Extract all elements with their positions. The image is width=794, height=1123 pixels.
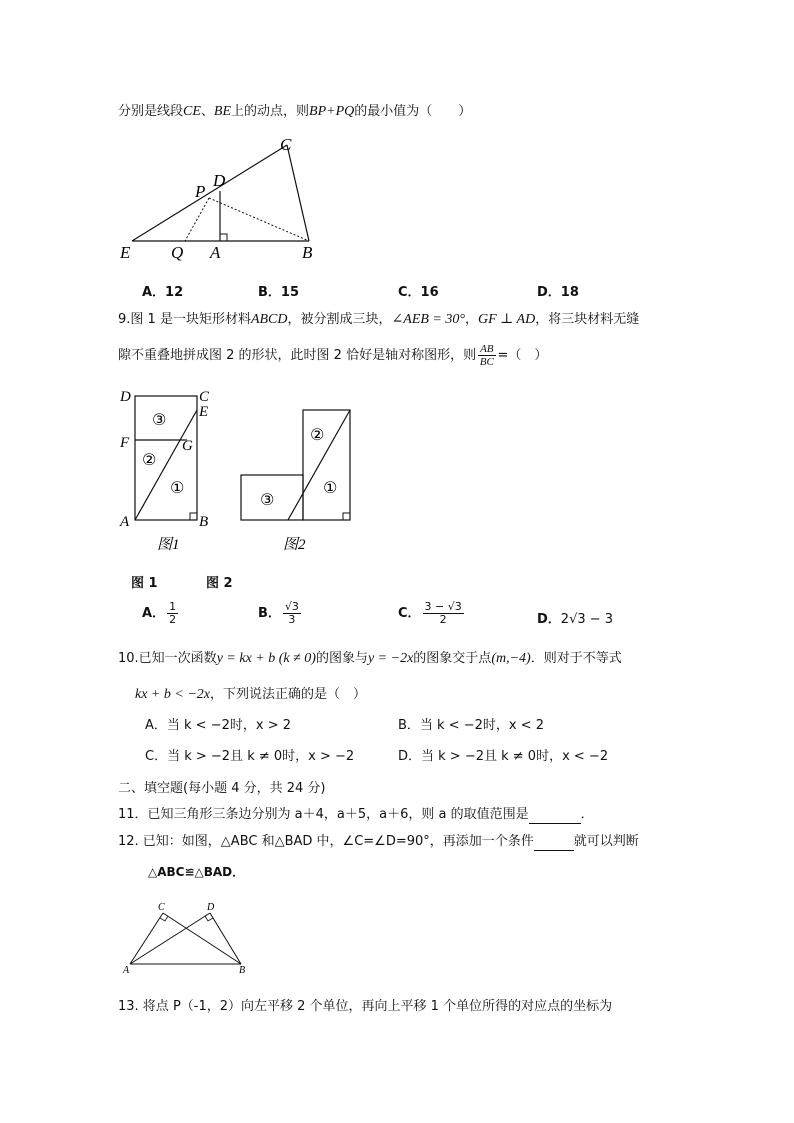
q9-caption-2: 图 2 bbox=[206, 576, 233, 591]
q9-option-c bbox=[398, 601, 466, 626]
q12-figure bbox=[118, 898, 263, 980]
q9-option-c-num: 3 − √3 bbox=[424, 600, 462, 613]
fig1-right-angle bbox=[190, 513, 197, 520]
label-q: Q bbox=[171, 243, 184, 262]
section-title: 二、填空题(每小题 4 分，共 24 分) bbox=[118, 781, 326, 796]
q9-text: =（ ） bbox=[497, 348, 548, 363]
q9-text: ， bbox=[464, 312, 478, 327]
q10-option-b: B．当 k < −2时，x < 2 bbox=[398, 718, 545, 733]
label-c: C bbox=[280, 135, 292, 154]
q10-text: 10.已知一次函数 bbox=[118, 651, 217, 666]
q12-line1 bbox=[118, 832, 639, 851]
right-angle-mark bbox=[220, 234, 227, 241]
fig1-piece-1: ① bbox=[170, 478, 185, 497]
q8-figure bbox=[110, 130, 340, 265]
q9-option-b-den: 3 bbox=[288, 613, 296, 626]
line-ec bbox=[132, 145, 287, 241]
fig1-label-f: F bbox=[120, 435, 130, 451]
q9-option-d-value: 2√3 − 3 bbox=[560, 612, 614, 627]
label-b: B bbox=[302, 243, 313, 262]
q8-option-a: A．12 bbox=[142, 285, 184, 300]
q8-segment-be: BE bbox=[213, 104, 232, 119]
q9-stem-line1 bbox=[118, 311, 639, 329]
q10-option-a: A．当 k < −2时，x > 2 bbox=[145, 718, 291, 733]
q10-point: (m,−4) bbox=[491, 651, 531, 666]
fig1-label-e: E bbox=[199, 404, 209, 420]
q11-answer-blank[interactable] bbox=[529, 805, 581, 824]
q9-text: ，将三块材料无缝 bbox=[535, 312, 640, 327]
label-b: B bbox=[239, 965, 246, 976]
label-a: A bbox=[210, 243, 221, 262]
q11-text: 11．已知三角形三条边分别为 a＋4，a＋5，a＋6，则 a 的取值范围是 bbox=[118, 807, 529, 822]
q10-text: 的图象交于点 bbox=[413, 651, 492, 666]
q9-option-b bbox=[258, 601, 303, 626]
fig1-label-g: G bbox=[182, 438, 193, 454]
q9-text: 9.图 1 是一块矩形材料 bbox=[118, 312, 251, 327]
q9-perpendicular: GF ⊥ AD bbox=[477, 312, 536, 327]
fig1-caption: 图1 bbox=[157, 537, 180, 553]
q10-option-d: D．当 k > −2且 k ≠ 0时，x < −2 bbox=[398, 749, 609, 764]
line-cb bbox=[287, 145, 309, 241]
label-p: P bbox=[195, 182, 206, 201]
label-d: D bbox=[207, 902, 215, 913]
q12-line2: △ABC≌△BAD． bbox=[148, 865, 245, 879]
q9-ratio-num: AB bbox=[480, 343, 494, 355]
q13-text: 13. 将点 P（-1，2）向左平移 2 个单位，再向上平移 1 个单位所得的对应点的坐标为 bbox=[118, 999, 613, 1014]
q9-rect-name: ABCD bbox=[250, 312, 288, 327]
q8-segment-ce: CE bbox=[183, 104, 201, 119]
q10-text: ，下列说法正确的是（ ） bbox=[209, 687, 366, 702]
q9-option-a-label: A． bbox=[142, 606, 166, 621]
line-db bbox=[210, 913, 241, 964]
label-a: A bbox=[123, 965, 130, 976]
q9-option-c-den: 2 bbox=[439, 613, 447, 626]
q11 bbox=[118, 805, 594, 824]
line-cb bbox=[163, 913, 241, 964]
q9-option-c-label: C． bbox=[398, 606, 421, 621]
q9-option-a bbox=[142, 601, 180, 626]
q9-angle: ∠AEB = 30° bbox=[391, 312, 465, 327]
q9-text: ，被分割成三块， bbox=[287, 312, 392, 327]
label-e: E bbox=[120, 243, 131, 262]
q8-stem-part: 分别是线段 bbox=[118, 104, 184, 119]
q9-option-b-frac bbox=[283, 601, 301, 626]
fig1-label-b: B bbox=[199, 514, 209, 530]
q10-stem-line2 bbox=[135, 686, 366, 704]
q10-text: ．则对于不等式 bbox=[530, 651, 622, 666]
label-d: D bbox=[213, 171, 226, 190]
q8-separator: 、 bbox=[200, 104, 214, 119]
q9-option-a-den: 2 bbox=[169, 613, 177, 626]
q8-stem-part: 的最小值为（ ） bbox=[354, 104, 472, 119]
right-angle-c bbox=[160, 916, 168, 921]
line-ac bbox=[130, 913, 163, 964]
q10-option-c: C．当 k > −2且 k ≠ 0时，x > −2 bbox=[145, 749, 355, 764]
fig2-caption: 图2 bbox=[283, 537, 306, 553]
fig1-piece-2: ② bbox=[142, 450, 157, 469]
q9-ratio bbox=[478, 343, 495, 368]
q9-option-d bbox=[537, 608, 613, 627]
label-c: C bbox=[158, 902, 165, 913]
q9-stem-line2 bbox=[118, 340, 547, 372]
q9-option-b-num: √3 bbox=[284, 600, 299, 613]
q10-inequality: kx + b < −2x bbox=[135, 687, 210, 702]
q11-end: ． bbox=[580, 807, 594, 822]
fig1-label-c: C bbox=[199, 389, 210, 405]
q12-text: 12. 已知：如图，△ABC 和△BAD 中，∠C=∠D=90°，再添加一个条件 bbox=[118, 834, 534, 849]
fig2-piece-3: ③ bbox=[260, 490, 275, 509]
q9-caption-1: 图 1 bbox=[131, 576, 158, 591]
q12-text: 就可以判断 bbox=[573, 834, 639, 849]
q10-function-2: y = −2x bbox=[367, 651, 414, 666]
q12-answer-blank[interactable] bbox=[534, 832, 574, 851]
q10-stem-line1 bbox=[118, 650, 622, 668]
q9-option-b-label: B． bbox=[258, 606, 281, 621]
q9-figures bbox=[110, 383, 370, 558]
q8-option-b: B．15 bbox=[258, 285, 299, 300]
q8-option-d: D．18 bbox=[537, 285, 579, 300]
q9-ratio-den: BC bbox=[479, 356, 494, 368]
fig2-piece-1: ① bbox=[323, 478, 338, 497]
q9-text: 隙不重叠地拼成图 2 的形状，此时图 2 恰好是轴对称图形，则 bbox=[118, 348, 477, 363]
q10-function-1: y = kx + b (k ≠ 0) bbox=[216, 651, 316, 666]
q8-expression: BP+PQ bbox=[309, 104, 355, 119]
q8-stem bbox=[118, 103, 471, 121]
q9-option-c-frac bbox=[423, 601, 464, 626]
q9-option-a-num: 1 bbox=[169, 600, 177, 613]
line-ad bbox=[130, 913, 210, 964]
fig1-label-a: A bbox=[120, 514, 130, 530]
dotted-pq bbox=[185, 198, 209, 241]
q9-option-d-label: D． bbox=[537, 612, 561, 627]
q10-text: 的图象与 bbox=[315, 651, 368, 666]
q8-stem-part: 上的动点，则 bbox=[231, 104, 310, 119]
fig2-piece-2: ② bbox=[310, 425, 325, 444]
dotted-pb bbox=[209, 198, 309, 241]
fig1-label-d: D bbox=[120, 389, 131, 405]
q9-option-a-frac bbox=[167, 601, 178, 626]
fig1-piece-3: ③ bbox=[152, 410, 167, 429]
fig2-right-angle bbox=[343, 513, 350, 520]
q8-option-c: C．16 bbox=[398, 285, 439, 300]
